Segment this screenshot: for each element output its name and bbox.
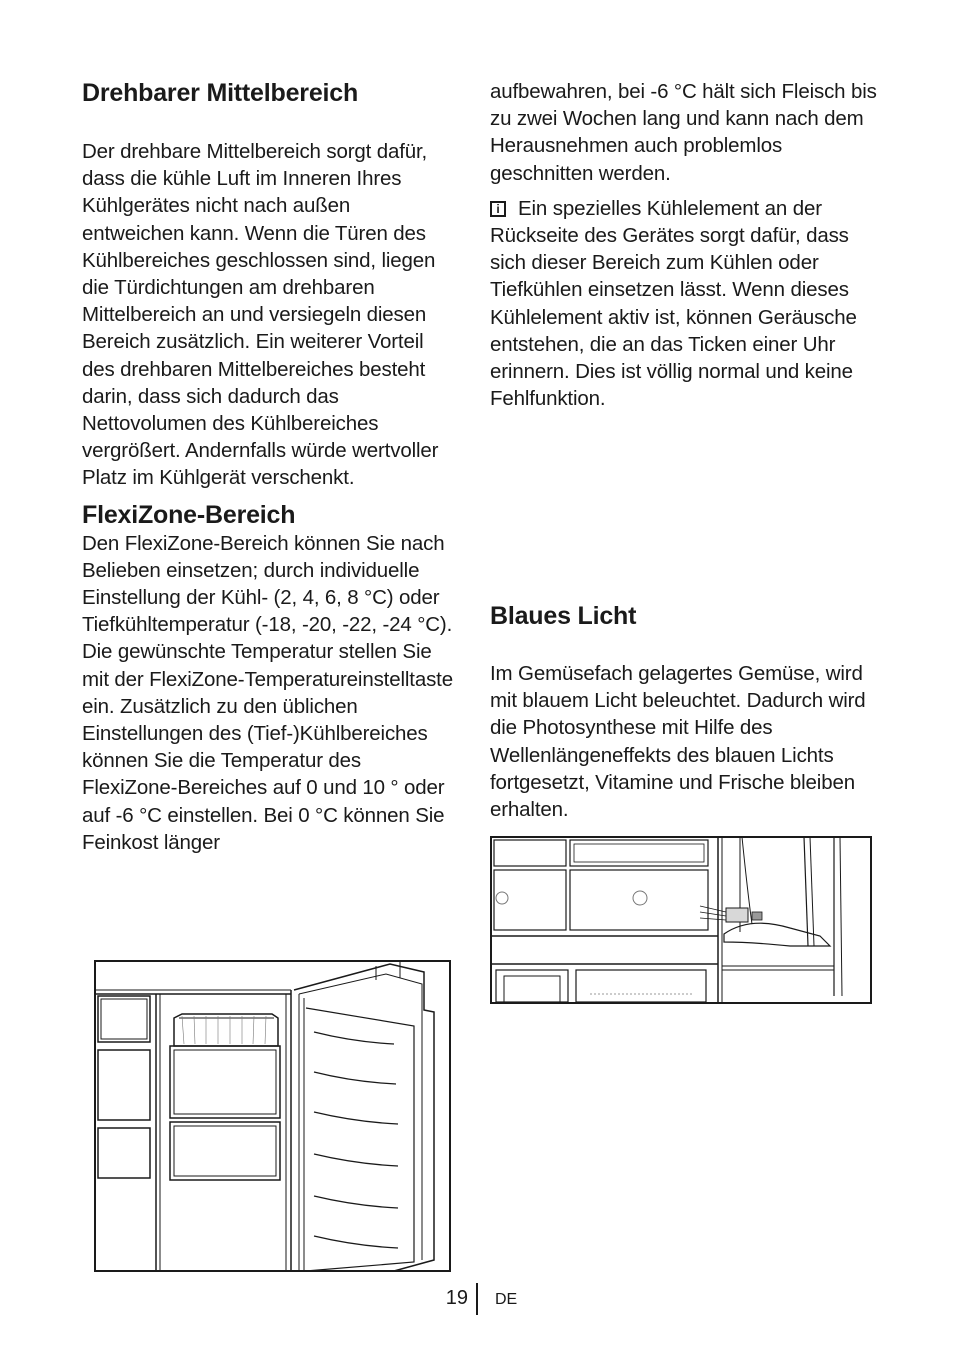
section-title-blaues-licht: Blaues Licht xyxy=(490,602,637,630)
page-number: 19 xyxy=(445,1287,468,1309)
section-body-drehbarer-mittelbereich: Der drehbare Mittelbereich sorgt dafür, dass die kühle Luft im Inneren Ihres Kühlgerätes nicht nach außen entweichen kann. Wenn die Türen des Kühlbereiches geschlossen sind, liegen die Türdichtungen am drehbaren Mittelbereich an und versiegeln diesen Bereich zusätzlich. Ein weiterer Vorteil des drehbaren Mittelbereiches besteht darin, dass sich dadurch das Nettovolumen des Kühlbereiches vergrößert. Andernfalls würde wertvoller Platz im Kühlgerät verschenkt. xyxy=(82,140,439,490)
page-footer xyxy=(0,1283,954,1315)
section-body-flexizone: Den FlexiZone-Bereich können Sie nach Belieben einsetzen; durch individuelle Einstellung der Kühl- (2, 4, 6, 8 °C) oder Tiefkühltemperatur (-18, -20, -22, -24 °C). Die gewünschte Temperatur stellen Sie mit der FlexiZone-Temperatureinstelltaste ein. Zusätzlich zu den üblichen Einstellungen des (Tief-)Kühlbereiches können Sie die Temperatur des FlexiZone-Bereiches auf 0 und 10 ° oder auf -6 °C einstellen. Bei 0 °C können Sie Feinkost länger xyxy=(82,531,453,854)
fridge-open-door-illustration xyxy=(94,960,452,1273)
info-note xyxy=(490,195,880,413)
blue-light-compartment-illustration xyxy=(490,836,873,1004)
section-title-drehbarer-mittelbereich: Drehbarer Mittelbereich xyxy=(82,79,359,107)
info-icon: i xyxy=(490,201,506,217)
info-note-text: Ein spezielles Kühlelement an der Rückseite des Gerätes sorgt dafür, dass sich dieser Bereich zum Kühlen oder Tiefkühlen einsetzen lässt. Wenn dieses Kühlelement aktiv ist, können Geräusche entstehen, die an das Ticken einer Uhr erinnern. Dies ist völlig normal und keine Fehlfunktion. xyxy=(490,196,857,411)
continuation-body: aufbewahren, bei -6 °C hält sich Fleisch bis zu zwei Wochen lang und kann nach dem Herausnehmen auch problemlos geschnitten werden. xyxy=(490,80,877,185)
section-title-flexizone: FlexiZone-Bereich xyxy=(82,500,296,529)
footer-divider xyxy=(476,1283,478,1315)
language-code: DE xyxy=(495,1291,518,1308)
left-column xyxy=(82,78,457,856)
right-column xyxy=(490,78,880,412)
section-body-blaues-licht: Im Gemüsefach gelagertes Gemüse, wird mit blauem Licht beleuchtet. Dadurch wird die Photosynthese mit Hilfe des Wellenlängeneffekts des blauen Lichts fortgesetzt, Vitamine und Frische bleiben erhalten. xyxy=(490,662,866,822)
